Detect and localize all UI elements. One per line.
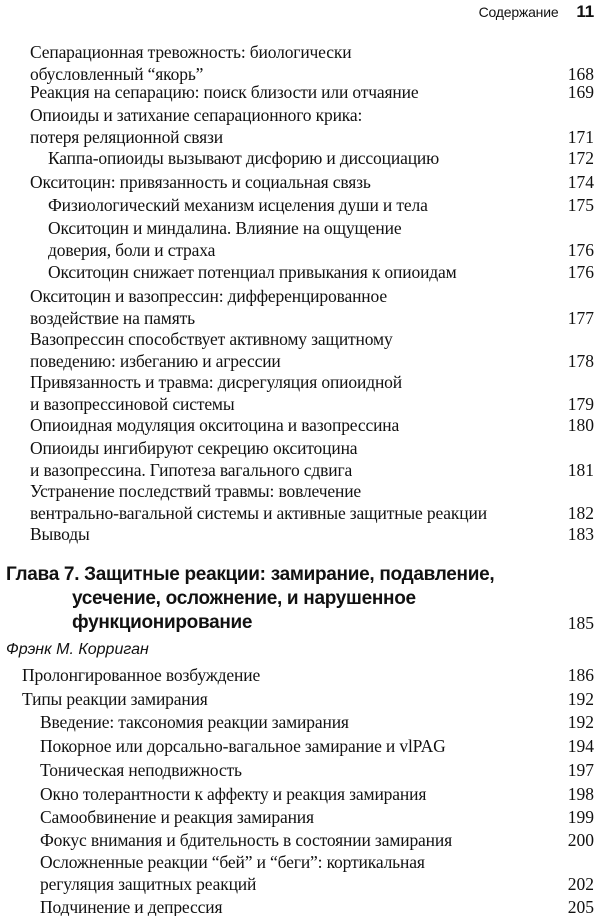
chapter-title-line: усечение, осложнение, и нарушенное — [72, 588, 416, 609]
toc-page-number: 202 — [567, 873, 594, 894]
toc-entry-line: воздействие на память — [30, 307, 195, 328]
running-header-title: Содержание — [478, 4, 559, 20]
toc-page-number: 172 — [567, 148, 594, 168]
toc-page-number: 178 — [567, 350, 594, 371]
toc-entry-line: Устранение последствий травмы: вовлечение — [30, 481, 362, 501]
toc-entry-line: потеря реляционной связи — [30, 126, 224, 147]
toc-entry-line: Сепарационная тревожность: биологически — [30, 42, 352, 62]
toc-page-number: 179 — [567, 393, 594, 414]
chapter-title-line: функционирование — [72, 612, 253, 633]
toc-page-number: 177 — [567, 307, 594, 328]
running-header — [479, 2, 594, 22]
toc-entry-line: Окситоцин снижает потенциал привыкания к опиоидам — [48, 262, 457, 282]
chapter-title-line: Глава 7. Защитные реакции: замирание, подавление, — [6, 564, 495, 585]
toc-entry-line: обусловленный “якорь” — [30, 63, 204, 84]
toc-page-number: 192 — [567, 712, 594, 732]
toc-page-number: 205 — [567, 897, 594, 916]
toc-entry-line: Окситоцин и миндалина. Влияние на ощущение — [48, 218, 402, 238]
toc-entry-line: Фокус внимания и бдительность в состоянии замирания — [40, 830, 452, 850]
toc-entry-line: Покорное или дорсально-вагальное замирание и vlPAG — [40, 736, 446, 756]
toc-page-number: 175 — [567, 195, 594, 215]
toc-page-number: 183 — [567, 524, 594, 544]
toc-entry-line: Введение: таксономия реакции замирания — [40, 712, 349, 732]
toc-entry-line: Привязанность и травма: дисрегуляция опиоидной — [30, 372, 402, 392]
toc-page-number: 182 — [567, 502, 594, 523]
toc-entry-line: вентрально-вагальной системы и активные защитные реакции — [30, 502, 487, 523]
toc-entry-line: доверия, боли и страха — [48, 239, 216, 260]
toc-entry-line: Самообвинение и реакция замирания — [40, 807, 314, 827]
toc-page-number: 199 — [567, 807, 594, 827]
toc-page-number: 186 — [567, 665, 594, 685]
page-number: 11 — [576, 2, 594, 21]
toc-entry-line: Пролонгированное возбуждение — [22, 665, 261, 685]
toc-page-number: 171 — [567, 126, 594, 147]
toc-entry-line: Выводы — [30, 524, 90, 544]
chapter-author: Фрэнк М. Корриган — [6, 641, 149, 658]
toc-page-number: 192 — [567, 689, 594, 709]
toc-page-number: 198 — [567, 784, 594, 804]
toc-page-number: 169 — [567, 82, 594, 102]
toc-entry-line: поведению: избеганию и агрессии — [30, 350, 281, 371]
toc-entry-line: Осложненные реакции “бей” и “беги”: кортикальная — [40, 852, 425, 872]
toc-entry-line: Типы реакции замирания — [22, 689, 208, 709]
toc-entry-line: Опиоиды ингибируют секрецию окситоцина — [30, 438, 358, 458]
toc-entry-line: Каппа-опиоиды вызывают дисфорию и диссоциацию — [48, 148, 440, 168]
toc-entry-line: Реакция на сепарацию: поиск близости или отчаяние — [30, 82, 419, 102]
toc-entry-line: Вазопрессин способствует активному защитному — [30, 329, 393, 349]
toc-page-number: 176 — [567, 239, 594, 260]
toc-entry-line: Подчинение и депрессия — [40, 897, 223, 916]
toc-entry-line: Окситоцин: привязанность и социальная связь — [30, 172, 371, 192]
toc-entry-line: и вазопрессиновой системы — [30, 393, 235, 414]
toc-page-number: 168 — [567, 63, 594, 84]
toc-entry-line: Опиоидная модуляция окситоцина и вазопрессина — [30, 415, 400, 435]
toc-entry-line: и вазопрессина. Гипотеза вагального сдвига — [30, 459, 353, 480]
toc-page-number: 174 — [567, 172, 594, 192]
toc-page-number: 197 — [567, 760, 594, 780]
toc-page-number: 181 — [567, 459, 594, 480]
toc-entry-line: Окно толерантности к аффекту и реакция замирания — [40, 784, 427, 804]
toc-entry-line: Физиологический механизм исцеления души и тела — [48, 195, 428, 215]
toc-page-number: 194 — [567, 736, 594, 756]
toc-entry-line: Окситоцин и вазопрессин: дифференцированное — [30, 286, 387, 306]
toc-entry-line: регуляция защитных реакций — [40, 873, 257, 894]
chapter-page-number: 185 — [567, 613, 594, 633]
toc-page-number: 176 — [567, 262, 594, 282]
toc-page-number: 200 — [567, 830, 594, 850]
toc-page-number: 180 — [567, 415, 594, 435]
toc-entry-line: Тоническая неподвижность — [40, 760, 242, 780]
toc-entry-line: Опиоиды и затихание сепарационного крика: — [30, 105, 363, 125]
